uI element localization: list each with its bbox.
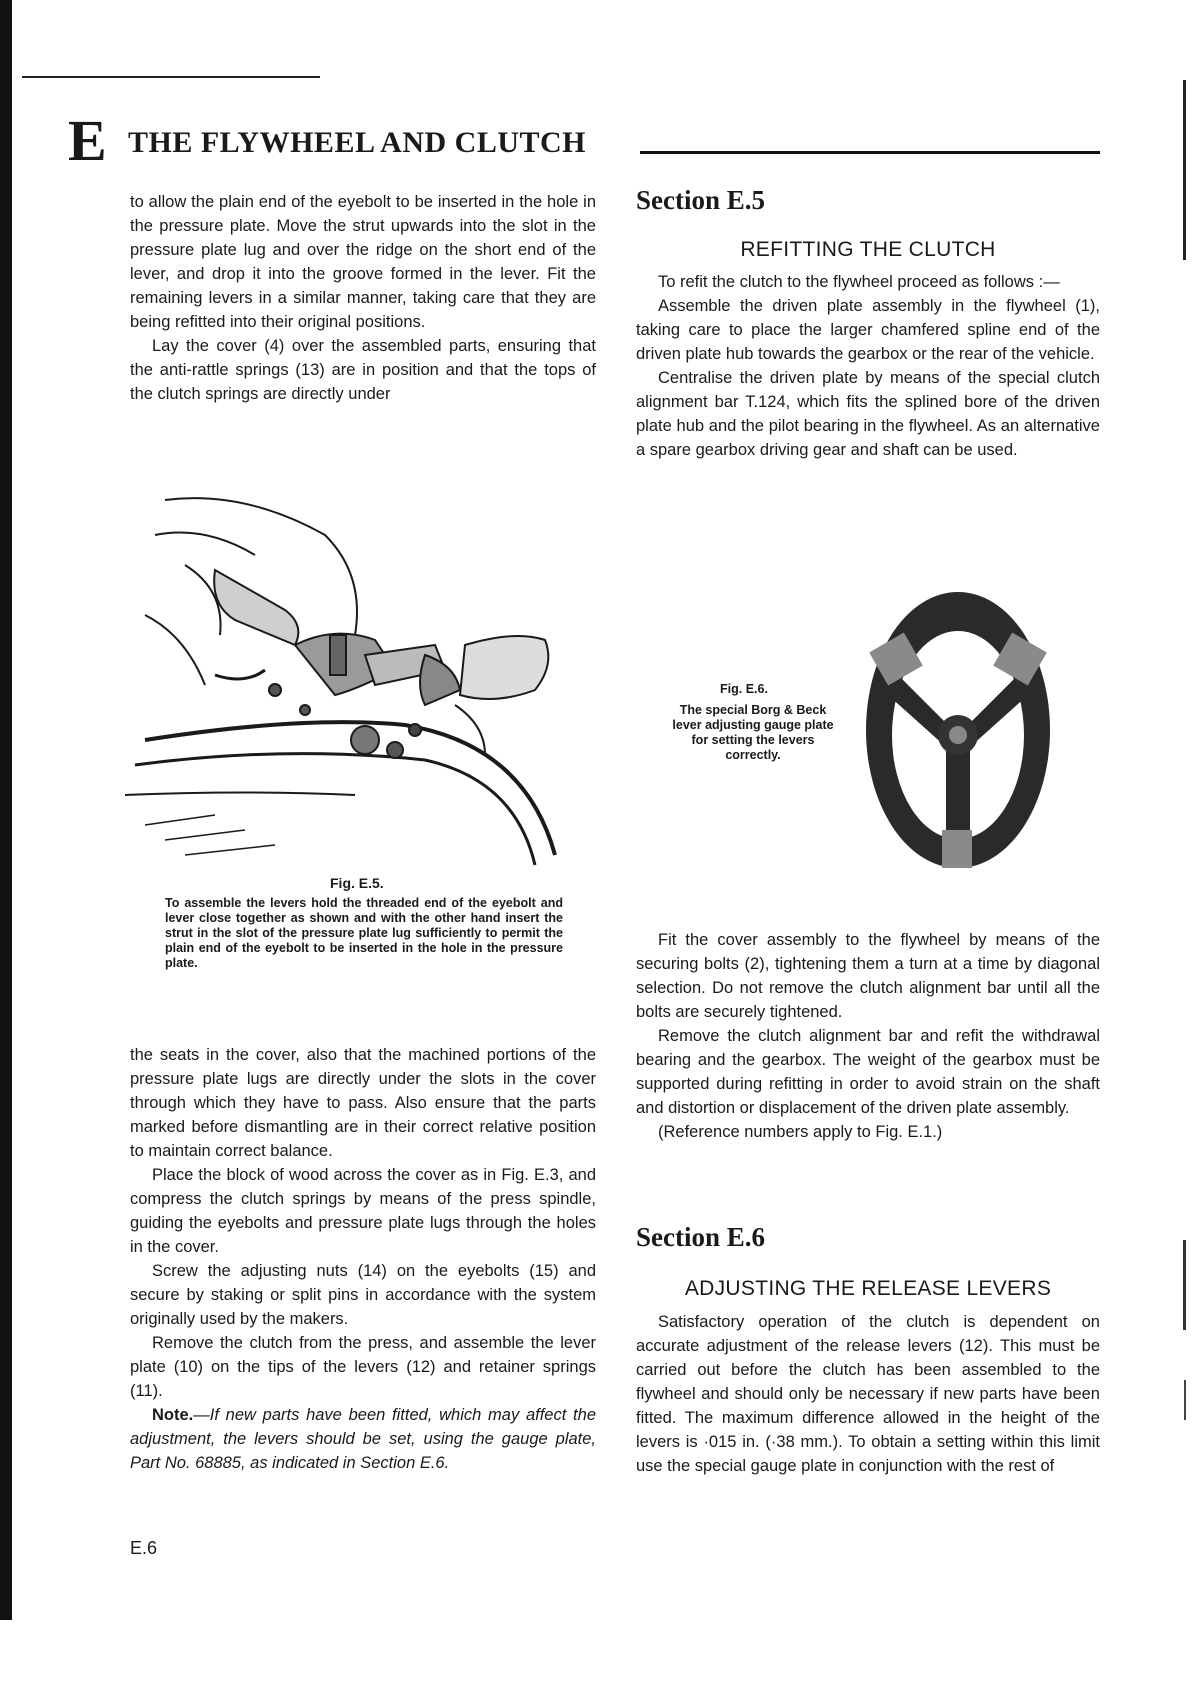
note-text: —If new parts have been fitted, which may affect the adjustment, the levers should be set, using the gauge plate, Part No. 68885, as indicated in Section E.6.	[130, 1406, 596, 1472]
figure-caption: The special Borg & Beck lever adjusting gauge plate for setting the levers correctly.	[672, 703, 834, 762]
gauge-plate-illustration	[858, 585, 1058, 875]
top-rule	[22, 76, 320, 78]
paragraph: the seats in the cover, also that the machined portions of the pressure plate lugs are directly under the slots in the cover through which they have to pass. Also ensure that the parts marked before dismantling are in their correct relative position to maintain correct balance.	[130, 1046, 596, 1160]
clutch-assembly-illustration	[125, 495, 615, 870]
paragraph: To refit the clutch to the flywheel proceed as follows :—	[658, 273, 1060, 291]
scan-edge-right	[1183, 80, 1186, 260]
subheading-adjusting: ADJUSTING THE RELEASE LEVERS	[684, 1277, 1052, 1300]
paragraph: Fit the cover assembly to the flywheel by means of the securing bolts (2), tightening them a turn at a time by diagonal selection. Do not remove the clutch alignment bar until all the bolts are securely tightened.	[636, 931, 1100, 1021]
paragraph: Centralise the driven plate by means of the special clutch alignment bar T.124, which fits the splined bore of the driven plate hub and the pilot bearing in the flywheel. As an alternative a spare gearbox driving gear and shaft can be used.	[636, 369, 1100, 459]
paragraph: Place the block of wood across the cover as in Fig. E.3, and compress the clutch springs by means of the press spindle, guiding the eyebolts and pressure plate lugs through the holes in the cover.	[130, 1166, 596, 1256]
left-column-bottom	[130, 1043, 596, 1475]
figure-label: Fig. E.5.	[330, 875, 384, 891]
scan-edge-left	[0, 0, 12, 1620]
left-column-top	[130, 190, 596, 406]
paragraph: Assemble the driven plate assembly in the flywheel (1), taking care to place the larger chamfered spline end of the driven plate hub towards the gearbox or the rear of the vehicle.	[636, 297, 1100, 363]
subheading-refitting: REFITTING THE CLUTCH	[740, 238, 996, 261]
paragraph: Remove the clutch from the press, and assemble the lever plate (10) on the tips of the levers (12) and retainer springs (11).	[130, 1334, 596, 1400]
right-column-top	[636, 270, 1100, 462]
paragraph: Lay the cover (4) over the assembled parts, ensuring that the anti-rattle springs (13) are in position and that the tops of the clutch springs are directly under	[130, 337, 596, 403]
figure-label: Fig. E.6.	[720, 682, 768, 696]
section-heading-e6: Section E.6	[636, 1222, 766, 1252]
title-rule	[640, 151, 1100, 154]
chapter-letter: E	[68, 108, 107, 173]
paragraph: to allow the plain end of the eyebolt to be inserted in the hole in the pressure plate. Move the strut upwards into the slot in the pressure plate lug and over the ridge on the short end of the lever, and drop it into the groove formed in the lever. Fit the remaining levers in a similar manner, taking care that they are being refitted into their original positions.	[130, 193, 596, 331]
section-heading-e5: Section E.5	[636, 185, 766, 215]
figure-caption: To assemble the levers hold the threaded end of the eyebolt and lever close together as shown and with the other hand insert the strut in the slot of the pressure plate lug sufficiently to permit the plain end of the eyebolt to be inserted in the hole in the pressure plate.	[165, 896, 563, 970]
right-column-e6	[636, 1310, 1100, 1478]
note-paragraph	[130, 1403, 596, 1475]
paragraph: Screw the adjusting nuts (14) on the eyebolts (15) and secure by staking or split pins in accordance with the system originally used by the makers.	[130, 1262, 596, 1328]
scan-edge-right	[1184, 1380, 1186, 1420]
right-column-bottom	[636, 928, 1100, 1144]
note-label: Note.	[152, 1406, 194, 1424]
paragraph: Remove the clutch alignment bar and refit the withdrawal bearing and the gearbox. The weight of the gearbox must be supported during refitting in order to avoid strain on the shaft and distortion or displacement of the driven plate assembly.	[636, 1027, 1100, 1117]
chapter-title: THE FLYWHEEL AND CLUTCH	[128, 126, 586, 159]
page-number: E.6	[130, 1538, 158, 1558]
paragraph: (Reference numbers apply to Fig. E.1.)	[658, 1123, 943, 1141]
scan-edge-right	[1183, 1240, 1186, 1330]
paragraph: Satisfactory operation of the clutch is dependent on accurate adjustment of the release levers (12). This must be carried out before the clutch has been assembled to the flywheel and should only be necessary if new parts have been fitted. The maximum difference allowed in the height of the levers is ·015 in. (·38 mm.). To obtain a setting within this limit use the special gauge plate in conjunction with the rest of	[636, 1313, 1100, 1475]
